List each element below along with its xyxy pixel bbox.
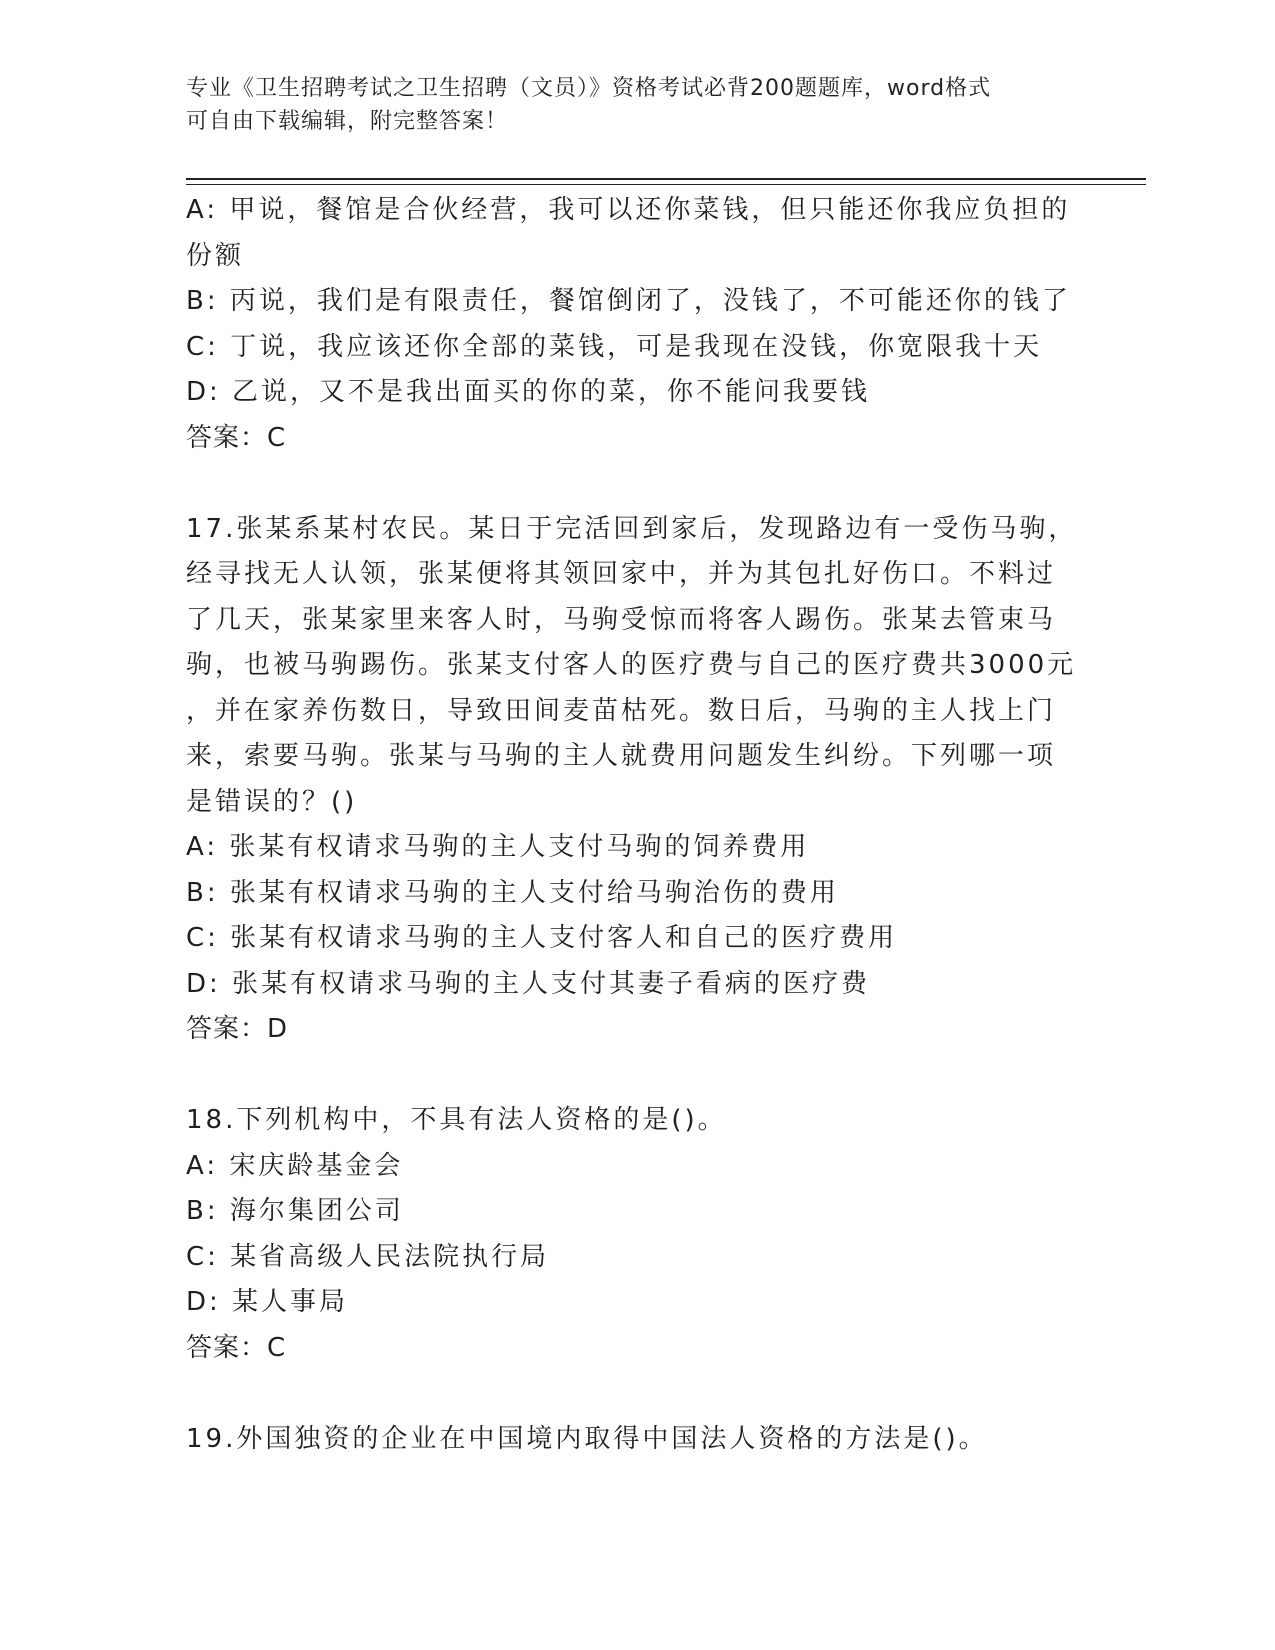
option-line: C: 某省高级人民法院执行局 [186, 1241, 550, 1272]
question-stem-line: 来，索要马驹。张某与马驹的主人就费用问题发生纠纷。下列哪一项 [186, 741, 1057, 771]
question-stem-line: 经寻找无人认领，张某便将其领回家中，并为其包扎好伤口。不料过 [186, 559, 1057, 589]
question-stem-line: 19.外国独资的企业在中国境内取得中国法人资格的方法是()。 [186, 1423, 988, 1454]
answer-line: 答案：C [186, 1332, 287, 1363]
question-16-block [186, 188, 1086, 461]
option-line: 份额 [186, 240, 245, 271]
spacer [186, 1053, 1086, 1099]
question-17-block [186, 507, 1086, 1053]
header-title-line-2: 可自由下载编辑，附完整答案！ [186, 109, 509, 134]
document-header [186, 72, 1066, 138]
option-line: A: 甲说，餐馆是合伙经营，我可以还你菜钱，但只能还你我应负担的 [186, 195, 1071, 225]
option-line: C: 张某有权请求马驹的主人支付客人和自己的医疗费用 [186, 923, 898, 953]
question-19-block [186, 1417, 1086, 1463]
spacer [186, 461, 1086, 507]
header-divider-thick [186, 178, 1146, 180]
question-stem-line: 18.下列机构中，不具有法人资格的是()。 [186, 1105, 727, 1135]
option-line: D: 乙说，又不是我出面买的你的菜，你不能问我要钱 [186, 377, 871, 407]
spacer [186, 1371, 1086, 1417]
option-line: A: 张某有权请求马驹的主人支付马驹的饲养费用 [186, 832, 810, 862]
question-stem-line: ，并在家养伤数日，导致田间麦苗枯死。数日后，马驹的主人找上门 [186, 695, 1057, 726]
header-title-line-1: 专业《卫生招聘考试之卫生招聘（文员）》资格考试必背200题题库，word格式 [186, 76, 992, 101]
option-line: B: 丙说，我们是有限责任，餐馆倒闭了，没钱了，不可能还你的钱了 [186, 286, 1071, 316]
document-body [186, 188, 1086, 1462]
option-line: B: 张某有权请求马驹的主人支付给马驹治伤的费用 [186, 877, 839, 908]
question-stem-line: 17.张某系某村农民。某日于完活回到家后，发现路边有一受伤马驹， [186, 513, 1078, 544]
question-stem-line: 驹，也被马驹踢伤。张某支付客人的医疗费与自己的医疗费共3000元 [186, 650, 1077, 680]
answer-line: 答案：D [186, 1014, 289, 1044]
option-line: B: 海尔集团公司 [186, 1196, 404, 1226]
question-18-block [186, 1098, 1086, 1371]
option-line: A: 宋庆龄基金会 [186, 1150, 404, 1181]
answer-line: 答案：C [186, 422, 287, 453]
option-line: C: 丁说，我应该还你全部的菜钱，可是我现在没钱，你宽限我十天 [186, 331, 1043, 362]
question-stem-line: 是错误的？() [186, 786, 358, 817]
question-stem-line: 了几天，张某家里来客人时，马驹受惊而将客人踢伤。张某去管束马 [186, 604, 1057, 635]
header-divider-thin [186, 184, 1146, 185]
option-line: D: 某人事局 [186, 1287, 349, 1317]
option-line: D: 张某有权请求马驹的主人支付其妻子看病的医疗费 [186, 968, 871, 999]
